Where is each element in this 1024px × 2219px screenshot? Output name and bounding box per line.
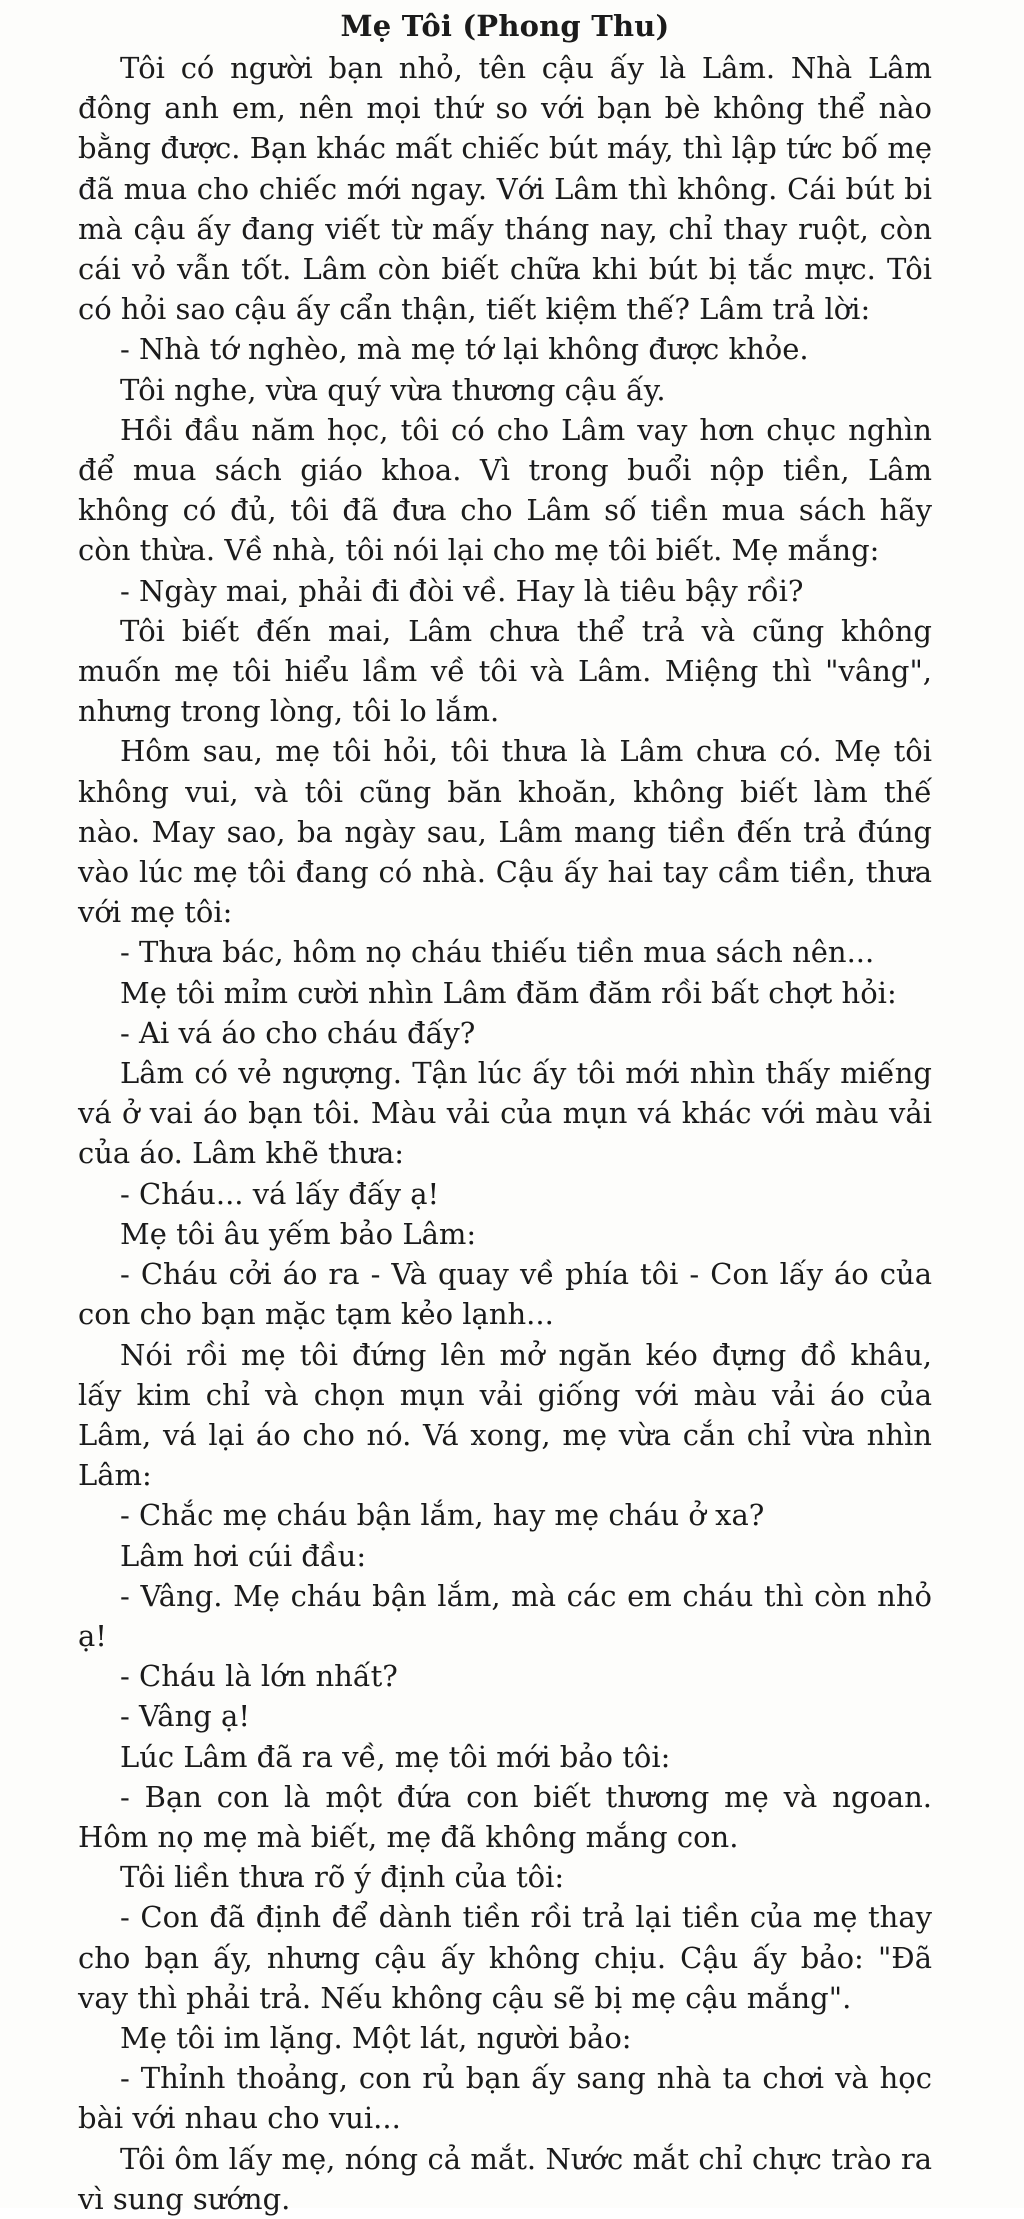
paragraph: Mẹ tôi mỉm cười nhìn Lâm đăm đăm rồi bất chợt hỏi: bbox=[120, 975, 897, 1010]
paragraph: Hôm sau, mẹ tôi hỏi, tôi thưa là Lâm chưa có. Mẹ tôi không vui, và tôi cũng băn khoăn, không biết làm thế nào. May sao, ba ngày sau, Lâm mang tiền đến trả đúng vào lúc mẹ tôi đang có nhà. Cậu ấy hai tay cầm tiền, thưa với mẹ tôi: bbox=[78, 734, 932, 930]
paragraph: Tôi ôm lấy mẹ, nóng cả mắt. Nước mắt chỉ chực trào ra vì sung sướng. bbox=[78, 2141, 932, 2216]
paragraph: - Cháu là lớn nhất? bbox=[120, 1659, 398, 1694]
paragraph: - Thỉnh thoảng, con rủ bạn ấy sang nhà ta chơi và học bài với nhau cho vui... bbox=[78, 2061, 932, 2136]
paragraph: Lâm hơi cúi đầu: bbox=[120, 1538, 367, 1573]
paragraph: - Vâng. Mẹ cháu bận lắm, mà các em cháu thì còn nhỏ ạ! bbox=[78, 1578, 932, 1653]
story-body bbox=[78, 48, 932, 2219]
paragraph: - Con đã định để dành tiền rồi trả lại tiền của mẹ thay cho bạn ấy, nhưng cậu ấy không chịu. Cậu ấy bảo: "Đã vay thì phải trả. Nếu không cậu sẽ bị mẹ cậu mắng". bbox=[78, 1900, 932, 2015]
paragraph: Mẹ tôi âu yếm bảo Lâm: bbox=[120, 1216, 477, 1251]
paragraph: - Cháu... vá lấy đấy ạ! bbox=[120, 1176, 440, 1211]
paragraph: - Bạn con là một đứa con biết thương mẹ và ngoan. Hôm nọ mẹ mà biết, mẹ đã không mắng con. bbox=[78, 1779, 932, 1854]
paragraph: Mẹ tôi im lặng. Một lát, người bảo: bbox=[120, 2020, 632, 2055]
paragraph: - Thưa bác, hôm nọ cháu thiếu tiền mua sách nên... bbox=[120, 935, 875, 970]
paragraph: Tôi liền thưa rõ ý định của tôi: bbox=[120, 1860, 565, 1895]
paragraph: Tôi biết đến mai, Lâm chưa thể trả và cũng không muốn mẹ tôi hiểu lầm về tôi và Lâm. Miệng thì "vâng", nhưng trong lòng, tôi lo lắm. bbox=[78, 613, 932, 729]
paragraph: - Cháu cởi áo ra - Và quay về phía tôi - Con lấy áo của con cho bạn mặc tạm kẻo lạnh... bbox=[78, 1257, 932, 1332]
paragraph: - Chắc mẹ cháu bận lắm, hay mẹ cháu ở xa? bbox=[120, 1498, 765, 1533]
paragraph: Hồi đầu năm học, tôi có cho Lâm vay hơn chục nghìn để mua sách giáo khoa. Vì trong buổi nộp tiền, Lâm không có đủ, tôi đã đưa cho Lâm số tiền mua sách hãy còn thừa. Về nhà, tôi nói lại cho mẹ tôi biết. Mẹ mắng: bbox=[78, 412, 932, 568]
paragraph: - Nhà tớ nghèo, mà mẹ tớ lại không được khỏe. bbox=[120, 332, 809, 367]
paragraph: Lúc Lâm đã ra về, mẹ tôi mới bảo tôi: bbox=[120, 1739, 671, 1774]
paragraph: Tôi nghe, vừa quý vừa thương cậu ấy. bbox=[120, 372, 666, 407]
paragraph: Lâm có vẻ ngượng. Tận lúc ấy tôi mới nhìn thấy miếng vá ở vai áo bạn tôi. Màu vải của mụn vá khác với màu vải của áo. Lâm khẽ thưa: bbox=[78, 1056, 932, 1171]
paragraph: - Vâng ạ! bbox=[120, 1699, 250, 1734]
story-title: Mẹ Tôi (Phong Thu) bbox=[340, 9, 670, 43]
paragraph: Nói rồi mẹ tôi đứng lên mở ngăn kéo đựng đồ khâu, lấy kim chỉ và chọn mụn vải giống với màu vải áo của Lâm, vá lại áo cho nó. Vá xong, mẹ vừa cắn chỉ vừa nhìn Lâm: bbox=[78, 1337, 932, 1493]
paragraph: - Ai vá áo cho cháu đấy? bbox=[120, 1015, 476, 1050]
paragraph: - Ngày mai, phải đi đòi về. Hay là tiêu bậy rồi? bbox=[120, 573, 804, 608]
paragraph: Tôi có người bạn nhỏ, tên cậu ấy là Lâm. Nhà Lâm đông anh em, nên mọi thứ so với bạn bè không thể nào bằng được. Bạn khác mất chiếc bút máy, thì lập tức bố mẹ đã mua cho chiếc mới ngay. Với Lâm thì không. Cái bút bi mà cậu ấy đang viết từ mấy tháng nay, chỉ thay ruột, còn cái vỏ vẫn tốt. Lâm còn biết chữa khi bút bị tắc mực. Tôi có hỏi sao cậu ấy cẩn thận, tiết kiệm thế? Lâm trả lời: bbox=[78, 51, 932, 327]
